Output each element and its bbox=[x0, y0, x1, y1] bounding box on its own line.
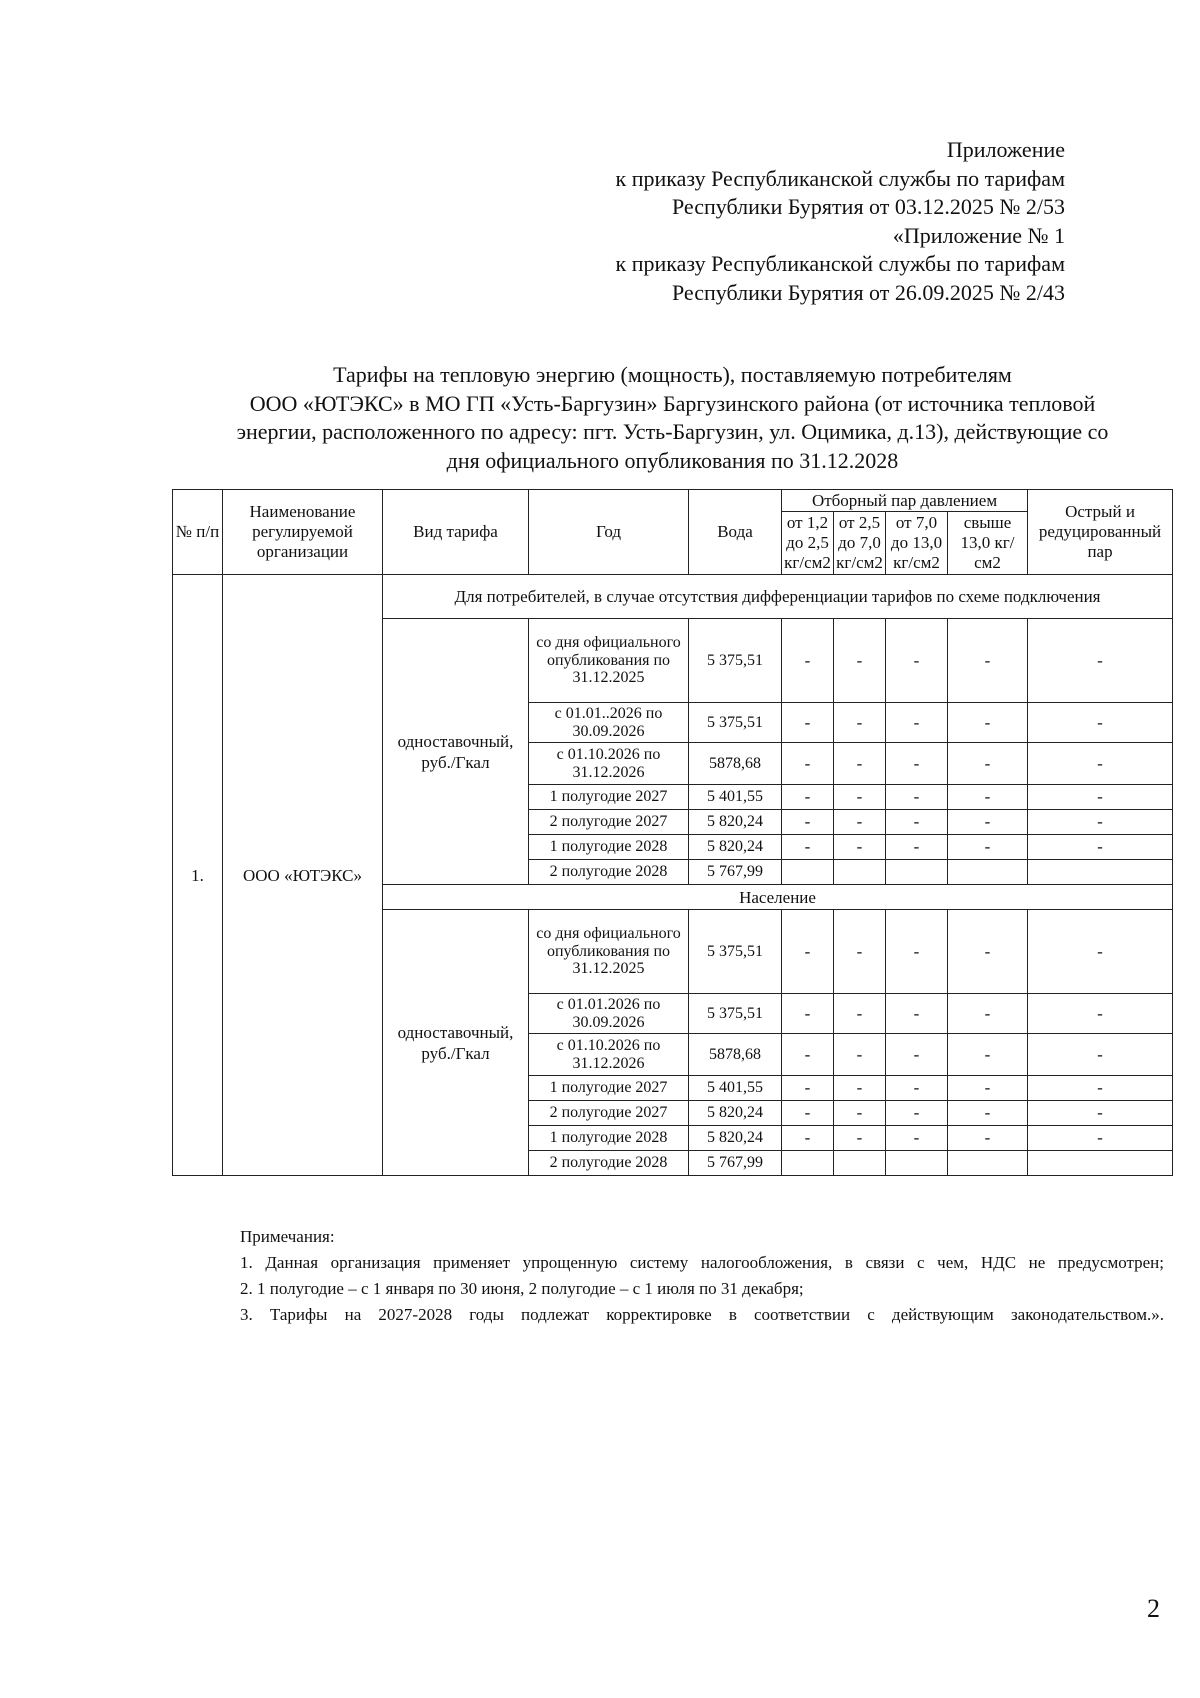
steam-tariff-cell: - bbox=[886, 910, 948, 994]
steam-tariff-cell: - bbox=[1028, 810, 1173, 835]
steam-tariff-cell bbox=[834, 860, 886, 885]
document-title-line: ООО «ЮТЭКС» в МО ГП «Усть-Баргузин» Баргузинского района (от источника тепловой bbox=[249, 390, 1096, 416]
steam-tariff-cell: - bbox=[1028, 785, 1173, 810]
header-steam-2: от 2,5 до 7,0 кг/см2 bbox=[834, 512, 886, 575]
steam-tariff-cell: - bbox=[834, 810, 886, 835]
steam-tariff-cell bbox=[782, 1151, 834, 1176]
water-tariff-cell: 5878,68 bbox=[689, 1034, 782, 1076]
steam-tariff-cell: - bbox=[782, 1076, 834, 1101]
period-cell: со дня официального опубликования по 31.12.2025 bbox=[529, 910, 689, 994]
steam-tariff-cell: - bbox=[1028, 1101, 1173, 1126]
document-title-line: Тарифы на тепловую энергию (мощность), поставляемую потребителям bbox=[333, 362, 1012, 387]
steam-tariff-cell: - bbox=[782, 703, 834, 743]
period-cell: с 01.10.2026 по 31.12.2026 bbox=[529, 743, 689, 785]
steam-tariff-cell: - bbox=[886, 810, 948, 835]
header-tariff-kind: Вид тарифа bbox=[383, 490, 529, 575]
steam-tariff-cell: - bbox=[834, 1034, 886, 1076]
header-water: Вода bbox=[689, 490, 782, 575]
steam-tariff-cell: - bbox=[834, 703, 886, 743]
steam-tariff-cell: - bbox=[1028, 910, 1173, 994]
steam-tariff-cell bbox=[886, 860, 948, 885]
steam-tariff-cell bbox=[948, 860, 1028, 885]
period-cell: 1 полугодие 2028 bbox=[529, 835, 689, 860]
steam-tariff-cell: - bbox=[1028, 1076, 1173, 1101]
note-item: 3. Тарифы на 2027-2028 годы подлежат корректировке в соответствии с действующим законодательством.». bbox=[240, 1305, 1164, 1324]
organization-name: ООО «ЮТЭКС» bbox=[223, 575, 383, 1176]
steam-tariff-cell: - bbox=[886, 1076, 948, 1101]
appendix-header-line: Республики Бурятия от 03.12.2025 № 2/53 bbox=[671, 194, 1065, 220]
steam-tariff-cell: - bbox=[948, 835, 1028, 860]
water-tariff-cell: 5 375,51 bbox=[689, 619, 782, 703]
period-cell: 1 полугодие 2028 bbox=[529, 1126, 689, 1151]
steam-tariff-cell: - bbox=[948, 785, 1028, 810]
steam-tariff-cell: - bbox=[948, 810, 1028, 835]
appendix-header-line: к приказу Республиканской службы по тарифам bbox=[615, 251, 1065, 277]
steam-tariff-cell: - bbox=[1028, 1034, 1173, 1076]
steam-tariff-cell: - bbox=[834, 835, 886, 860]
appendix-header-line: Приложение bbox=[946, 137, 1065, 162]
steam-tariff-cell: - bbox=[948, 1034, 1028, 1076]
steam-tariff-cell: - bbox=[834, 994, 886, 1034]
water-tariff-cell: 5 820,24 bbox=[689, 835, 782, 860]
steam-tariff-cell: - bbox=[834, 1076, 886, 1101]
steam-tariff-cell bbox=[782, 860, 834, 885]
steam-tariff-cell: - bbox=[782, 1126, 834, 1151]
steam-tariff-cell: - bbox=[886, 994, 948, 1034]
period-cell: с 01.01..2026 по 30.09.2026 bbox=[529, 703, 689, 743]
steam-tariff-cell: - bbox=[886, 619, 948, 703]
steam-tariff-cell: - bbox=[782, 619, 834, 703]
period-cell: 2 полугодие 2028 bbox=[529, 860, 689, 885]
tariff-table bbox=[172, 489, 1173, 1176]
steam-tariff-cell bbox=[834, 1151, 886, 1176]
steam-tariff-cell: - bbox=[1028, 703, 1173, 743]
document-title bbox=[175, 361, 1170, 475]
tariff-table-body bbox=[173, 575, 1173, 1176]
water-tariff-cell: 5 375,51 bbox=[689, 994, 782, 1034]
section-title: Население bbox=[383, 885, 1173, 910]
steam-tariff-cell: - bbox=[1028, 1126, 1173, 1151]
water-tariff-cell: 5 401,55 bbox=[689, 785, 782, 810]
steam-tariff-cell: - bbox=[834, 785, 886, 810]
steam-tariff-cell: - bbox=[834, 910, 886, 994]
steam-tariff-cell: - bbox=[782, 1034, 834, 1076]
steam-tariff-cell: - bbox=[1028, 994, 1173, 1034]
steam-tariff-cell: - bbox=[782, 910, 834, 994]
header-steam-4: свыше 13,0 кг/см2 bbox=[948, 512, 1028, 575]
steam-tariff-cell: - bbox=[834, 619, 886, 703]
water-tariff-cell: 5 767,99 bbox=[689, 860, 782, 885]
water-tariff-cell: 5 820,24 bbox=[689, 1101, 782, 1126]
tariff-kind: одноставочный, руб./Гкал bbox=[383, 910, 529, 1176]
note-item: 2. 1 полугодие – с 1 января по 30 июня, 2 полугодие – с 1 июля по 31 декабря; bbox=[240, 1279, 804, 1298]
water-tariff-cell: 5 375,51 bbox=[689, 703, 782, 743]
steam-tariff-cell: - bbox=[1028, 619, 1173, 703]
steam-tariff-cell: - bbox=[948, 1101, 1028, 1126]
period-cell: 2 полугодие 2027 bbox=[529, 810, 689, 835]
section-title: Для потребителей, в случае отсутствия дифференциации тарифов по схеме подключения bbox=[383, 575, 1173, 619]
steam-tariff-cell: - bbox=[782, 994, 834, 1034]
steam-tariff-cell: - bbox=[782, 1101, 834, 1126]
steam-tariff-cell: - bbox=[948, 619, 1028, 703]
steam-tariff-cell: - bbox=[948, 1126, 1028, 1151]
steam-tariff-cell: - bbox=[834, 1101, 886, 1126]
notes bbox=[183, 1224, 1164, 1328]
steam-tariff-cell: - bbox=[782, 835, 834, 860]
page-number: 2 bbox=[1147, 1594, 1160, 1623]
steam-tariff-cell bbox=[1028, 1151, 1173, 1176]
period-cell: 2 полугодие 2027 bbox=[529, 1101, 689, 1126]
period-cell: с 01.01.2026 по 30.09.2026 bbox=[529, 994, 689, 1034]
steam-tariff-cell: - bbox=[886, 1034, 948, 1076]
notes-title: Примечания: bbox=[240, 1227, 335, 1246]
header-year: Год bbox=[529, 490, 689, 575]
period-cell: 1 полугодие 2027 bbox=[529, 785, 689, 810]
header-num: № п/п bbox=[173, 490, 223, 575]
appendix-header bbox=[425, 136, 1065, 308]
note-item: 1. Данная организация применяет упрощенную систему налогообложения, в связи с чем, НДС не предусмотрен; bbox=[240, 1253, 1164, 1272]
steam-tariff-cell: - bbox=[886, 703, 948, 743]
steam-tariff-cell: - bbox=[948, 1076, 1028, 1101]
steam-tariff-cell: - bbox=[886, 743, 948, 785]
water-tariff-cell: 5 820,24 bbox=[689, 810, 782, 835]
appendix-header-line: Республики Бурятия от 26.09.2025 № 2/43 bbox=[671, 279, 1065, 305]
steam-tariff-cell: - bbox=[834, 1126, 886, 1151]
steam-tariff-cell: - bbox=[948, 743, 1028, 785]
steam-tariff-cell: - bbox=[948, 703, 1028, 743]
appendix-header-line: «Приложение № 1 bbox=[892, 222, 1065, 248]
header-sharp-steam: Острый и редуцированный пар bbox=[1028, 490, 1173, 575]
steam-tariff-cell bbox=[1028, 860, 1173, 885]
steam-tariff-cell: - bbox=[948, 994, 1028, 1034]
steam-tariff-cell: - bbox=[782, 785, 834, 810]
header-steam-group: Отборный пар давлением bbox=[782, 490, 1028, 512]
water-tariff-cell: 5 767,99 bbox=[689, 1151, 782, 1176]
steam-tariff-cell: - bbox=[886, 1101, 948, 1126]
tariff-kind: одноставочный, руб./Гкал bbox=[383, 619, 529, 885]
steam-tariff-cell: - bbox=[948, 910, 1028, 994]
header-organization: Наименование регулируемой организации bbox=[223, 490, 383, 575]
section-title-row bbox=[173, 575, 1173, 619]
period-cell: с 01.10.2026 по 31.12.2026 bbox=[529, 1034, 689, 1076]
steam-tariff-cell: - bbox=[1028, 835, 1173, 860]
period-cell: 2 полугодие 2028 bbox=[529, 1151, 689, 1176]
header-steam-3: от 7,0 до 13,0 кг/см2 bbox=[886, 512, 948, 575]
water-tariff-cell: 5 375,51 bbox=[689, 910, 782, 994]
period-cell: 1 полугодие 2027 bbox=[529, 1076, 689, 1101]
steam-tariff-cell: - bbox=[886, 785, 948, 810]
row-number: 1. bbox=[173, 575, 223, 1176]
water-tariff-cell: 5 401,55 bbox=[689, 1076, 782, 1101]
header-steam-1: от 1,2 до 2,5 кг/см2 bbox=[782, 512, 834, 575]
steam-tariff-cell: - bbox=[886, 835, 948, 860]
document-title-line: энергии, расположенного по адресу: пгт. Усть-Баргузин, ул. Оцимика, д.13), действующие со bbox=[236, 419, 1109, 444]
appendix-header-line: к приказу Республиканской службы по тарифам bbox=[615, 165, 1065, 191]
steam-tariff-cell: - bbox=[834, 743, 886, 785]
steam-tariff-cell bbox=[948, 1151, 1028, 1176]
steam-tariff-cell: - bbox=[782, 743, 834, 785]
document-title-line: дня официального опубликования по 31.12.2028 bbox=[446, 447, 899, 473]
steam-tariff-cell bbox=[886, 1151, 948, 1176]
steam-tariff-cell: - bbox=[886, 1126, 948, 1151]
steam-tariff-cell: - bbox=[782, 810, 834, 835]
water-tariff-cell: 5 820,24 bbox=[689, 1126, 782, 1151]
water-tariff-cell: 5878,68 bbox=[689, 743, 782, 785]
steam-tariff-cell: - bbox=[1028, 743, 1173, 785]
period-cell: со дня официального опубликования по 31.12.2025 bbox=[529, 619, 689, 703]
